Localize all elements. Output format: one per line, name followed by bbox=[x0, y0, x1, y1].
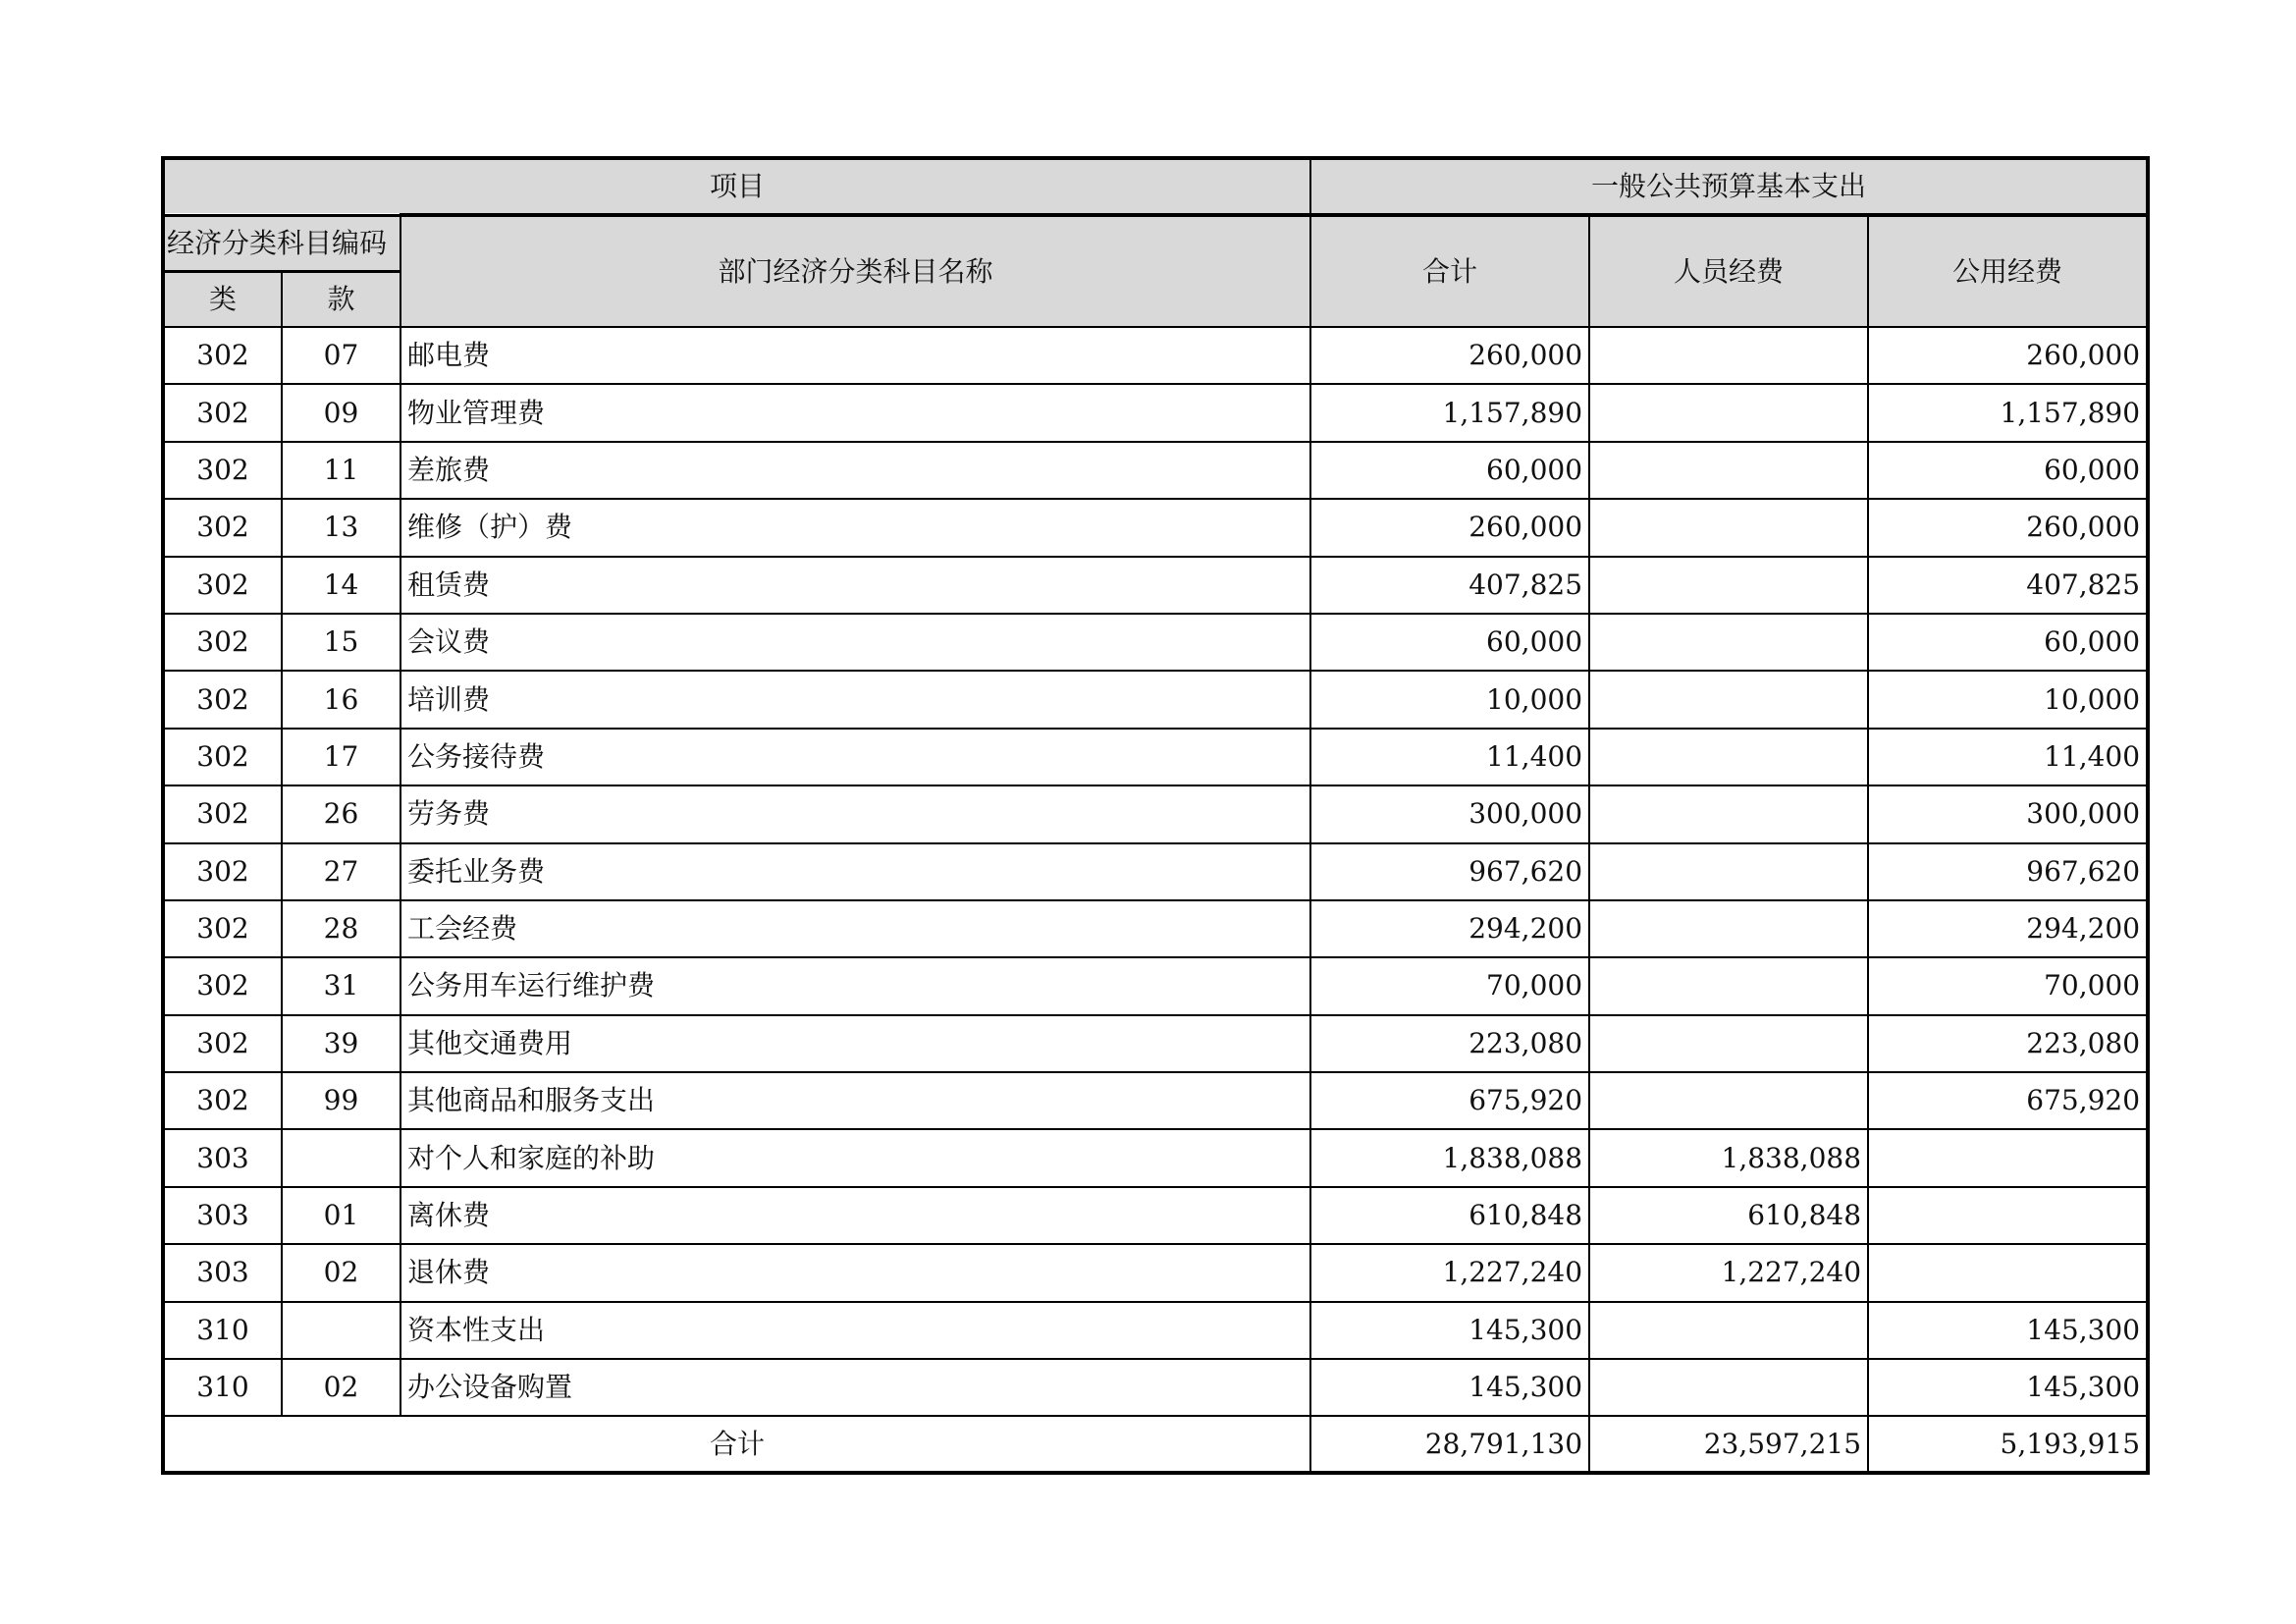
cell-public: 60,000 bbox=[1868, 614, 2148, 671]
cell-item: 99 bbox=[282, 1072, 400, 1129]
table-row bbox=[163, 1015, 2148, 1072]
header-econ-code: 经济分类科目编码 bbox=[163, 215, 400, 271]
cell-name: 办公设备购置 bbox=[400, 1359, 1310, 1416]
cell-item bbox=[282, 1302, 400, 1359]
cell-name: 退休费 bbox=[400, 1244, 1310, 1301]
cell-public: 70,000 bbox=[1868, 957, 2148, 1014]
budget-expenditure-table bbox=[161, 156, 2150, 1475]
cell-personnel: 1,838,088 bbox=[1589, 1129, 1868, 1186]
cell-personnel bbox=[1589, 499, 1868, 556]
header-total: 合计 bbox=[1310, 215, 1589, 327]
total-public: 5,193,915 bbox=[1868, 1416, 2148, 1473]
cell-category: 302 bbox=[163, 442, 282, 499]
cell-name: 委托业务费 bbox=[400, 843, 1310, 900]
cell-personnel bbox=[1589, 1072, 1868, 1129]
cell-public: 260,000 bbox=[1868, 327, 2148, 384]
cell-total: 1,838,088 bbox=[1310, 1129, 1589, 1186]
table-row bbox=[163, 557, 2148, 614]
table-row bbox=[163, 729, 2148, 785]
cell-total: 11,400 bbox=[1310, 729, 1589, 785]
cell-category: 302 bbox=[163, 384, 282, 441]
cell-personnel bbox=[1589, 442, 1868, 499]
cell-public: 967,620 bbox=[1868, 843, 2148, 900]
cell-total: 675,920 bbox=[1310, 1072, 1589, 1129]
cell-category: 302 bbox=[163, 499, 282, 556]
cell-total: 407,825 bbox=[1310, 557, 1589, 614]
total-label: 合计 bbox=[163, 1416, 1310, 1473]
cell-total: 300,000 bbox=[1310, 785, 1589, 842]
cell-public: 223,080 bbox=[1868, 1015, 2148, 1072]
cell-item: 11 bbox=[282, 442, 400, 499]
cell-category: 310 bbox=[163, 1359, 282, 1416]
cell-total: 1,157,890 bbox=[1310, 384, 1589, 441]
cell-personnel: 1,227,240 bbox=[1589, 1244, 1868, 1301]
cell-name: 租赁费 bbox=[400, 557, 1310, 614]
cell-name: 会议费 bbox=[400, 614, 1310, 671]
cell-category: 303 bbox=[163, 1187, 282, 1244]
cell-name: 工会经费 bbox=[400, 900, 1310, 957]
header-personnel: 人员经费 bbox=[1589, 215, 1868, 327]
cell-total: 10,000 bbox=[1310, 671, 1589, 728]
cell-category: 302 bbox=[163, 327, 282, 384]
cell-name: 差旅费 bbox=[400, 442, 1310, 499]
cell-personnel bbox=[1589, 671, 1868, 728]
cell-name: 公务用车运行维护费 bbox=[400, 957, 1310, 1014]
cell-personnel bbox=[1589, 729, 1868, 785]
cell-name: 离休费 bbox=[400, 1187, 1310, 1244]
cell-category: 302 bbox=[163, 614, 282, 671]
cell-personnel bbox=[1589, 557, 1868, 614]
table-row bbox=[163, 900, 2148, 957]
table-row bbox=[163, 327, 2148, 384]
cell-public: 145,300 bbox=[1868, 1302, 2148, 1359]
cell-item: 07 bbox=[282, 327, 400, 384]
cell-public bbox=[1868, 1244, 2148, 1301]
cell-total: 145,300 bbox=[1310, 1359, 1589, 1416]
cell-total: 260,000 bbox=[1310, 327, 1589, 384]
cell-name: 维修（护）费 bbox=[400, 499, 1310, 556]
cell-personnel bbox=[1589, 1302, 1868, 1359]
cell-category: 302 bbox=[163, 557, 282, 614]
cell-item: 16 bbox=[282, 671, 400, 728]
table-row bbox=[163, 1302, 2148, 1359]
cell-item: 26 bbox=[282, 785, 400, 842]
cell-category: 310 bbox=[163, 1302, 282, 1359]
cell-name: 培训费 bbox=[400, 671, 1310, 728]
cell-item: 17 bbox=[282, 729, 400, 785]
cell-total: 260,000 bbox=[1310, 499, 1589, 556]
cell-total: 70,000 bbox=[1310, 957, 1589, 1014]
header-dept-name: 部门经济分类科目名称 bbox=[400, 215, 1310, 327]
cell-category: 302 bbox=[163, 1015, 282, 1072]
cell-personnel: 610,848 bbox=[1589, 1187, 1868, 1244]
cell-category: 303 bbox=[163, 1129, 282, 1186]
header-general-budget: 一般公共预算基本支出 bbox=[1310, 158, 2148, 215]
cell-item: 13 bbox=[282, 499, 400, 556]
header-project: 项目 bbox=[163, 158, 1310, 215]
table-row bbox=[163, 384, 2148, 441]
total-personnel: 23,597,215 bbox=[1589, 1416, 1868, 1473]
cell-category: 303 bbox=[163, 1244, 282, 1301]
cell-personnel bbox=[1589, 900, 1868, 957]
cell-item: 01 bbox=[282, 1187, 400, 1244]
cell-name: 公务接待费 bbox=[400, 729, 1310, 785]
cell-item: 09 bbox=[282, 384, 400, 441]
cell-personnel bbox=[1589, 1015, 1868, 1072]
cell-personnel bbox=[1589, 957, 1868, 1014]
cell-total: 967,620 bbox=[1310, 843, 1589, 900]
cell-public: 1,157,890 bbox=[1868, 384, 2148, 441]
cell-item: 14 bbox=[282, 557, 400, 614]
table-row bbox=[163, 957, 2148, 1014]
cell-category: 302 bbox=[163, 957, 282, 1014]
cell-category: 302 bbox=[163, 671, 282, 728]
cell-public: 260,000 bbox=[1868, 499, 2148, 556]
cell-personnel bbox=[1589, 1359, 1868, 1416]
cell-public: 11,400 bbox=[1868, 729, 2148, 785]
cell-total: 1,227,240 bbox=[1310, 1244, 1589, 1301]
table-row bbox=[163, 1187, 2148, 1244]
table-row bbox=[163, 1359, 2148, 1416]
cell-personnel bbox=[1589, 843, 1868, 900]
table-row bbox=[163, 1244, 2148, 1301]
cell-name: 劳务费 bbox=[400, 785, 1310, 842]
cell-item: 02 bbox=[282, 1244, 400, 1301]
cell-total: 610,848 bbox=[1310, 1187, 1589, 1244]
cell-name: 邮电费 bbox=[400, 327, 1310, 384]
table-row bbox=[163, 785, 2148, 842]
cell-personnel bbox=[1589, 614, 1868, 671]
cell-public: 300,000 bbox=[1868, 785, 2148, 842]
cell-category: 302 bbox=[163, 900, 282, 957]
cell-item: 02 bbox=[282, 1359, 400, 1416]
total-row bbox=[163, 1416, 2148, 1473]
cell-public bbox=[1868, 1129, 2148, 1186]
cell-name: 资本性支出 bbox=[400, 1302, 1310, 1359]
cell-category: 302 bbox=[163, 785, 282, 842]
header-public: 公用经费 bbox=[1868, 215, 2148, 327]
cell-total: 223,080 bbox=[1310, 1015, 1589, 1072]
cell-public: 407,825 bbox=[1868, 557, 2148, 614]
table-row bbox=[163, 843, 2148, 900]
cell-personnel bbox=[1589, 384, 1868, 441]
header-item: 款 bbox=[282, 271, 400, 327]
table-row bbox=[163, 499, 2148, 556]
cell-name: 物业管理费 bbox=[400, 384, 1310, 441]
total-sum: 28,791,130 bbox=[1310, 1416, 1589, 1473]
cell-total: 60,000 bbox=[1310, 442, 1589, 499]
cell-total: 294,200 bbox=[1310, 900, 1589, 957]
table-row bbox=[163, 1072, 2148, 1129]
cell-total: 145,300 bbox=[1310, 1302, 1589, 1359]
header-category: 类 bbox=[163, 271, 282, 327]
cell-item: 28 bbox=[282, 900, 400, 957]
cell-public: 145,300 bbox=[1868, 1359, 2148, 1416]
cell-personnel bbox=[1589, 327, 1868, 384]
cell-item bbox=[282, 1129, 400, 1186]
cell-item: 15 bbox=[282, 614, 400, 671]
table-row bbox=[163, 614, 2148, 671]
cell-item: 39 bbox=[282, 1015, 400, 1072]
cell-item: 27 bbox=[282, 843, 400, 900]
cell-public: 10,000 bbox=[1868, 671, 2148, 728]
cell-name: 其他交通费用 bbox=[400, 1015, 1310, 1072]
cell-public: 294,200 bbox=[1868, 900, 2148, 957]
table-row bbox=[163, 1129, 2148, 1186]
cell-category: 302 bbox=[163, 1072, 282, 1129]
cell-public bbox=[1868, 1187, 2148, 1244]
cell-public: 675,920 bbox=[1868, 1072, 2148, 1129]
table-row bbox=[163, 442, 2148, 499]
cell-total: 60,000 bbox=[1310, 614, 1589, 671]
cell-item: 31 bbox=[282, 957, 400, 1014]
table-row bbox=[163, 671, 2148, 728]
cell-name: 其他商品和服务支出 bbox=[400, 1072, 1310, 1129]
cell-category: 302 bbox=[163, 843, 282, 900]
cell-name: 对个人和家庭的补助 bbox=[400, 1129, 1310, 1186]
cell-category: 302 bbox=[163, 729, 282, 785]
cell-public: 60,000 bbox=[1868, 442, 2148, 499]
cell-personnel bbox=[1589, 785, 1868, 842]
